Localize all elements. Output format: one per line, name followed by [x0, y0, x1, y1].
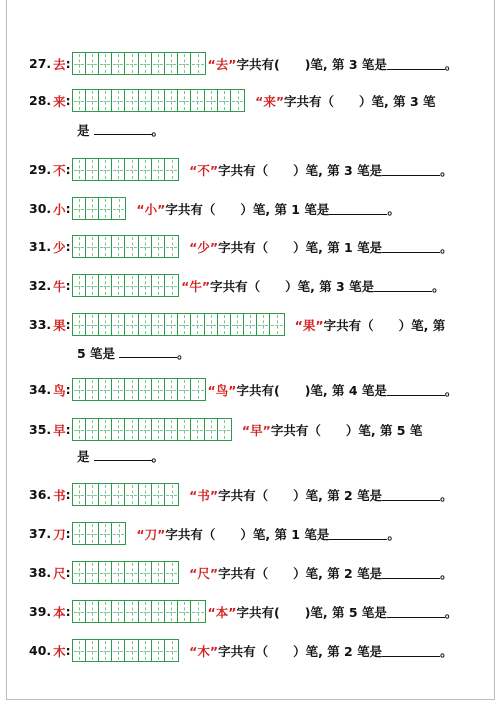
grid-cell[interactable] [139, 562, 152, 583]
grid-cell[interactable] [152, 53, 165, 74]
grid-cell[interactable] [165, 640, 178, 661]
target-character: 刀 [53, 526, 66, 542]
grid-cell[interactable] [152, 484, 165, 505]
question-text: 字共有( )笔, 第 5 笔是 [236, 604, 387, 620]
grid-cell[interactable] [73, 640, 86, 661]
item-number: 34. [29, 382, 52, 397]
grid-cell[interactable] [165, 601, 178, 622]
period: 。 [151, 449, 165, 464]
quoted-character: “本” [207, 604, 237, 620]
grid-cell[interactable] [73, 53, 86, 74]
grid-cell[interactable] [99, 53, 112, 74]
question-text: 字共有（ ）笔, 第 2 笔是 [218, 565, 383, 581]
grid-cell[interactable] [125, 484, 138, 505]
grid-cell[interactable] [165, 484, 178, 505]
period: 。 [440, 643, 453, 659]
grid-cell[interactable] [191, 601, 204, 622]
answer-blank[interactable] [382, 240, 440, 253]
answer-blank[interactable] [387, 383, 445, 396]
writing-grid[interactable] [72, 639, 180, 662]
writing-grid[interactable] [72, 274, 180, 297]
exercise-item [29, 235, 453, 258]
target-character: 果 [53, 317, 66, 333]
continued-line [77, 344, 190, 362]
question-text: 字共有( )笔, 第 4 笔是 [236, 382, 387, 398]
grid-cell[interactable] [191, 419, 204, 440]
grid-cell[interactable] [99, 419, 112, 440]
grid-cell[interactable] [112, 601, 125, 622]
grid-cell[interactable] [99, 484, 112, 505]
grid-cell[interactable] [73, 379, 86, 400]
grid-cell[interactable] [73, 198, 86, 219]
quoted-character: “少” [189, 239, 219, 255]
grid-cell[interactable] [165, 90, 178, 111]
grid-cell[interactable] [191, 379, 204, 400]
grid-cell[interactable] [112, 379, 125, 400]
exercise-item [29, 639, 453, 662]
continued-text: 是 [77, 449, 90, 464]
grid-cell[interactable] [73, 601, 86, 622]
writing-grid[interactable] [72, 89, 245, 112]
quoted-character: “早” [241, 422, 271, 438]
grid-cell[interactable] [73, 562, 86, 583]
grid-cell[interactable] [178, 90, 191, 111]
exercise-item [29, 313, 445, 336]
grid-cell[interactable] [152, 379, 165, 400]
exercise-item [29, 89, 436, 112]
grid-cell[interactable] [86, 53, 99, 74]
grid-cell[interactable] [125, 314, 138, 335]
question-text: 字共有（ ）笔, 第 5 笔 [270, 422, 423, 438]
grid-cell[interactable] [86, 198, 99, 219]
grid-cell[interactable] [191, 90, 204, 111]
answer-blank[interactable] [94, 122, 152, 135]
grid-cell[interactable] [73, 419, 86, 440]
grid-cell[interactable] [165, 53, 178, 74]
grid-cell[interactable] [99, 601, 112, 622]
colon: : [65, 565, 71, 580]
period: 。 [440, 487, 453, 503]
item-number: 39. [29, 604, 52, 619]
question-text: 字共有（ ）笔, 第 3 笔是 [210, 278, 375, 294]
grid-cell[interactable] [112, 640, 125, 661]
grid-cell[interactable] [86, 90, 99, 111]
grid-cell[interactable] [99, 236, 112, 257]
grid-cell[interactable] [139, 53, 152, 74]
grid-cell[interactable] [205, 419, 218, 440]
writing-grid[interactable] [72, 418, 232, 441]
grid-cell[interactable] [125, 53, 138, 74]
question-text: 字共有（ ）笔, 第 1 笔是 [165, 201, 330, 217]
grid-cell[interactable] [152, 562, 165, 583]
period: 。 [387, 201, 400, 217]
colon: : [65, 317, 71, 332]
grid-cell[interactable] [99, 159, 112, 180]
grid-cell[interactable] [218, 419, 231, 440]
grid-cell[interactable] [73, 159, 86, 180]
period: 。 [432, 278, 445, 294]
exercise-item [29, 418, 422, 441]
grid-cell[interactable] [99, 275, 112, 296]
grid-cell[interactable] [99, 314, 112, 335]
answer-blank[interactable] [382, 488, 440, 501]
writing-grid[interactable] [72, 313, 285, 336]
answer-blank[interactable] [119, 345, 177, 358]
grid-cell[interactable] [125, 601, 138, 622]
period: 。 [177, 346, 190, 361]
continued-text: 5 笔是 [77, 346, 116, 361]
continued-text: 是 [77, 123, 90, 138]
period: 。 [151, 123, 165, 138]
exercise-item [29, 274, 445, 297]
item-number: 31. [29, 239, 52, 254]
grid-cell[interactable] [112, 484, 125, 505]
exercise-item [29, 522, 400, 545]
item-number: 38. [29, 565, 52, 580]
grid-cell[interactable] [139, 275, 152, 296]
period: 。 [444, 56, 458, 72]
item-number: 33. [29, 317, 52, 332]
grid-cell[interactable] [139, 314, 152, 335]
writing-grid[interactable] [72, 235, 180, 258]
quoted-character: “去” [207, 56, 237, 72]
grid-cell[interactable] [112, 562, 125, 583]
quoted-character: “鸟” [207, 382, 237, 398]
grid-cell[interactable] [73, 275, 86, 296]
grid-cell[interactable] [86, 236, 99, 257]
target-character: 小 [53, 201, 66, 217]
grid-cell[interactable] [205, 90, 218, 111]
colon: : [65, 382, 71, 397]
grid-cell[interactable] [165, 562, 178, 583]
grid-cell[interactable] [165, 275, 178, 296]
grid-cell[interactable] [165, 236, 178, 257]
answer-blank[interactable] [94, 448, 152, 461]
answer-blank[interactable] [382, 566, 440, 579]
quoted-character: “尺” [189, 565, 219, 581]
quoted-character: “刀” [136, 526, 166, 542]
question-text: 字共有（ ）笔, 第 2 笔是 [218, 487, 383, 503]
grid-cell[interactable] [86, 523, 99, 544]
grid-cell[interactable] [165, 379, 178, 400]
grid-cell[interactable] [112, 90, 125, 111]
question-text: 字共有（ ）笔, 第 3 笔 [284, 93, 436, 109]
item-number: 29. [29, 162, 52, 177]
item-number: 37. [29, 526, 52, 541]
grid-cell[interactable] [86, 314, 99, 335]
colon: : [65, 162, 71, 177]
grid-cell[interactable] [125, 562, 138, 583]
grid-cell[interactable] [86, 379, 99, 400]
grid-cell[interactable] [165, 159, 178, 180]
target-character: 来 [53, 93, 66, 109]
writing-grid[interactable] [72, 483, 180, 506]
period: 。 [444, 382, 458, 398]
item-number: 32. [29, 278, 52, 293]
answer-blank[interactable] [329, 527, 387, 540]
grid-cell[interactable] [86, 484, 99, 505]
quoted-character: “果” [294, 317, 324, 333]
target-character: 去 [53, 56, 66, 72]
writing-grid[interactable] [72, 52, 206, 75]
colon: : [65, 278, 71, 293]
exercise-item [29, 52, 457, 75]
period: 。 [440, 239, 453, 255]
colon: : [65, 643, 71, 658]
target-character: 尺 [53, 565, 66, 581]
grid-cell[interactable] [231, 90, 244, 111]
question-text: 字共有（ ）笔, 第 [323, 317, 446, 333]
grid-cell[interactable] [165, 314, 178, 335]
question-text: 字共有（ ）笔, 第 1 笔是 [218, 239, 383, 255]
grid-cell[interactable] [86, 562, 99, 583]
grid-cell[interactable] [73, 90, 86, 111]
grid-cell[interactable] [99, 379, 112, 400]
exercise-item [29, 600, 457, 623]
grid-cell[interactable] [99, 523, 112, 544]
grid-cell[interactable] [99, 198, 112, 219]
target-character: 鸟 [53, 382, 66, 398]
grid-cell[interactable] [125, 379, 138, 400]
writing-grid[interactable] [72, 378, 206, 401]
grid-cell[interactable] [178, 601, 191, 622]
item-number: 36. [29, 487, 52, 502]
quoted-character: “牛” [181, 278, 211, 294]
colon: : [65, 93, 71, 108]
grid-cell[interactable] [99, 562, 112, 583]
question-text: 字共有（ ）笔, 第 1 笔是 [165, 526, 330, 542]
colon: : [65, 487, 71, 502]
period: 。 [444, 604, 458, 620]
item-number: 27. [29, 56, 52, 71]
question-text: 字共有（ ）笔, 第 3 笔是 [218, 162, 383, 178]
target-character: 本 [53, 604, 66, 620]
grid-cell[interactable] [73, 484, 86, 505]
period: 。 [440, 565, 453, 581]
question-text: 字共有（ ）笔, 第 2 笔是 [218, 643, 383, 659]
grid-cell[interactable] [139, 419, 152, 440]
grid-cell[interactable] [112, 198, 125, 219]
grid-cell[interactable] [231, 314, 244, 335]
grid-cell[interactable] [86, 159, 99, 180]
continued-line [77, 121, 164, 139]
grid-cell[interactable] [112, 523, 125, 544]
grid-cell[interactable] [178, 419, 191, 440]
colon: : [65, 201, 71, 216]
grid-cell[interactable] [125, 236, 138, 257]
grid-cell[interactable] [125, 419, 138, 440]
grid-cell[interactable] [270, 314, 283, 335]
grid-cell[interactable] [152, 275, 165, 296]
colon: : [65, 526, 71, 541]
grid-cell[interactable] [152, 314, 165, 335]
colon: : [65, 422, 71, 437]
grid-cell[interactable] [125, 90, 138, 111]
grid-cell[interactable] [99, 640, 112, 661]
grid-cell[interactable] [152, 601, 165, 622]
grid-cell[interactable] [86, 640, 99, 661]
target-character: 木 [53, 643, 66, 659]
grid-cell[interactable] [165, 419, 178, 440]
quoted-character: “不” [189, 162, 219, 178]
grid-cell[interactable] [139, 159, 152, 180]
grid-cell[interactable] [152, 159, 165, 180]
grid-cell[interactable] [178, 379, 191, 400]
quoted-character: “木” [189, 643, 219, 659]
grid-cell[interactable] [99, 90, 112, 111]
writing-grid[interactable] [72, 600, 206, 623]
grid-cell[interactable] [125, 275, 138, 296]
exercise-item [29, 483, 453, 506]
writing-grid[interactable] [72, 561, 180, 584]
grid-cell[interactable] [191, 53, 204, 74]
item-number: 35. [29, 422, 52, 437]
answer-blank[interactable] [387, 605, 445, 618]
grid-cell[interactable] [257, 314, 270, 335]
grid-cell[interactable] [73, 314, 86, 335]
grid-cell[interactable] [112, 236, 125, 257]
grid-cell[interactable] [112, 53, 125, 74]
colon: : [65, 56, 71, 71]
grid-cell[interactable] [152, 640, 165, 661]
grid-cell[interactable] [86, 275, 99, 296]
grid-cell[interactable] [125, 159, 138, 180]
writing-grid[interactable] [72, 158, 180, 181]
grid-cell[interactable] [112, 275, 125, 296]
writing-grid[interactable] [72, 197, 127, 220]
grid-cell[interactable] [178, 314, 191, 335]
item-number: 30. [29, 201, 52, 216]
period: 。 [440, 162, 453, 178]
target-character: 书 [53, 487, 66, 503]
grid-cell[interactable] [86, 419, 99, 440]
target-character: 牛 [53, 278, 66, 294]
grid-cell[interactable] [244, 314, 257, 335]
exercise-item [29, 158, 453, 181]
grid-cell[interactable] [218, 314, 231, 335]
grid-cell[interactable] [152, 90, 165, 111]
colon: : [65, 604, 71, 619]
colon: : [65, 239, 71, 254]
answer-blank[interactable] [387, 57, 445, 70]
question-text: 字共有( )笔, 第 3 笔是 [236, 56, 387, 72]
item-number: 40. [29, 643, 52, 658]
exercise-item [29, 378, 457, 401]
answer-blank[interactable] [329, 202, 387, 215]
grid-cell[interactable] [139, 236, 152, 257]
grid-cell[interactable] [205, 314, 218, 335]
quoted-character: “书” [189, 487, 219, 503]
answer-blank[interactable] [382, 163, 440, 176]
grid-cell[interactable] [73, 236, 86, 257]
grid-cell[interactable] [152, 236, 165, 257]
grid-cell[interactable] [139, 90, 152, 111]
exercise-item [29, 561, 453, 584]
grid-cell[interactable] [152, 419, 165, 440]
exercise-item [29, 197, 400, 220]
grid-cell[interactable] [191, 314, 204, 335]
answer-blank[interactable] [382, 644, 440, 657]
grid-cell[interactable] [139, 601, 152, 622]
grid-cell[interactable] [112, 159, 125, 180]
grid-cell[interactable] [139, 640, 152, 661]
quoted-character: “来” [255, 93, 285, 109]
writing-grid[interactable] [72, 522, 127, 545]
target-character: 不 [53, 162, 66, 178]
grid-cell[interactable] [112, 314, 125, 335]
grid-cell[interactable] [125, 640, 138, 661]
grid-cell[interactable] [112, 419, 125, 440]
answer-blank[interactable] [374, 279, 432, 292]
grid-cell[interactable] [139, 484, 152, 505]
grid-cell[interactable] [178, 53, 191, 74]
grid-cell[interactable] [139, 379, 152, 400]
target-character: 少 [53, 239, 66, 255]
continued-line [77, 447, 164, 465]
grid-cell[interactable] [86, 601, 99, 622]
grid-cell[interactable] [73, 523, 86, 544]
item-number: 28. [29, 93, 52, 108]
period: 。 [387, 526, 400, 542]
target-character: 早 [53, 422, 66, 438]
quoted-character: “小” [136, 201, 166, 217]
grid-cell[interactable] [218, 90, 231, 111]
